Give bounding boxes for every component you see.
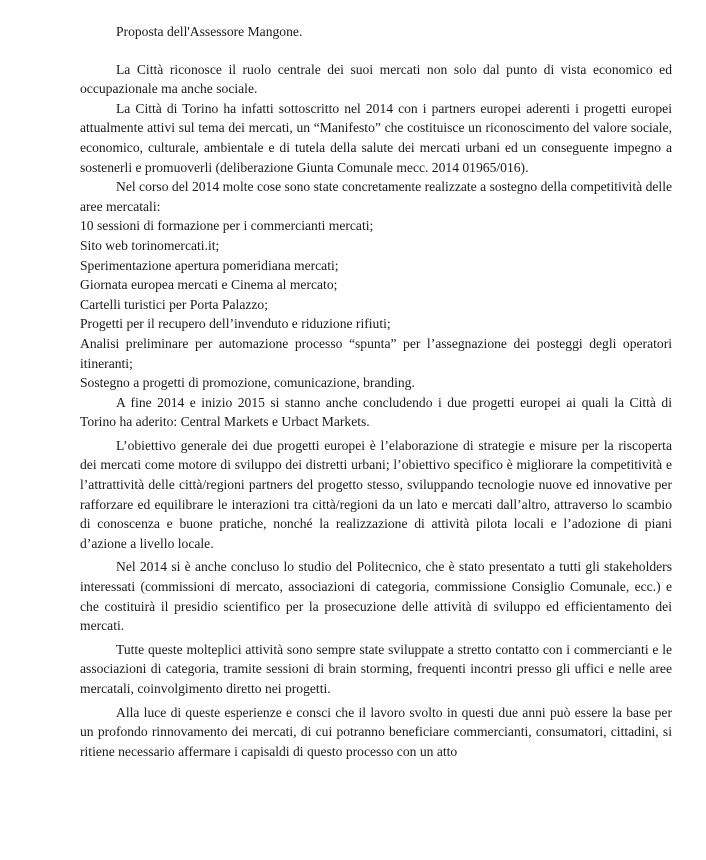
list-item: Sostegno a progetti di promozione, comunicazione, branding. (80, 375, 415, 391)
list-item: Sito web torinomercati.it; (80, 237, 220, 253)
paragraph-objectives: L’obiettivo generale dei due progetti europei è l’elaborazione di strategie e misure per la riscoperta dei mercati come motore di sviluppo dei distretti urbani; l’obiettivo specifico è migliorare la competitività e l’attrattività delle città/regioni partners del progetto stesso, sviluppando tecnologie nuove ed innovative per rafforzare ed equilibrare le interazioni tra città/regioni da un lato e mercati dall’altro, attraverso lo scambio di conoscenza e buone pratiche, nonché la realizzazione di attività pilota locali e l’adozione di piani d’azione a livello locale. (80, 437, 672, 551)
paragraph-stakeholder-collaboration: Tutte queste molteplici attività sono sempre state sviluppate a stretto contatto con i commercianti e le associazioni di categoria, tramite sessioni di brain storming, frequenti incontri presso gli uffici e nelle aree mercatali, coinvolgimento diretto nei progetti. (80, 641, 672, 696)
paragraph-2014-actions: Nel corso del 2014 molte cose sono state concretamente realizzate a sostegno della competitività delle aree mercatali: (80, 179, 672, 214)
document-heading: Proposta dell'Assessore Mangone. (116, 24, 303, 39)
list-item: Cartelli turistici per Porta Palazzo; (80, 296, 268, 312)
paragraph-european-projects: A fine 2014 e inizio 2015 si stanno anche concludendo i due progetti europei ai quali la Città di Torino ha aderito: Central Markets e Urbact Markets. (80, 394, 672, 430)
list-item: Giornata europea mercati e Cinema al mercato; (80, 277, 338, 293)
actions-list (80, 216, 672, 392)
paragraph-manifesto: La Città di Torino ha infatti sottoscritto nel 2014 con i partners europei aderenti i progetti europei attualmente attivi sul tema dei mercati, un “Manifesto” che costituisce un riconoscimento del valore sociale, economico, culturale, ambientale e di tutela della salute dei mercati urbani ed un conseguente impegno a sostenerli e promuoverli (deliberazione Giunta Comunale mecc. 2014 01965/016). (80, 100, 672, 175)
list-item: 10 sessioni di formazione per i commercianti mercati; (80, 218, 374, 234)
paragraph-politecnico-study: Nel 2014 si è anche concluso lo studio del Politecnico, che è stato presentato a tutti gli stakeholders interessati (commissioni di mercato, associazioni di categoria, commissione Consiglio Comunale, ecc.) e che costituirà il presidio scientifico per la prosecuzione delle attività di sviluppo ed efficientamento dei mercati. (80, 559, 672, 634)
paragraph-role-of-markets: La Città riconosce il ruolo centrale dei suoi mercati non solo dal punto di vista economico ed occupazionale ma anche sociale. (80, 61, 672, 97)
list-item: Sperimentazione apertura pomeridiana mercati; (80, 257, 339, 273)
list-item: Progetti per il recupero dell’invenduto e riduzione rifiuti; (80, 316, 391, 332)
document-body (80, 22, 672, 761)
paragraph-conclusion: Alla luce di queste esperienze e consci che il lavoro svolto in questi due anni può essere la base per un profondo rinnovamento dei mercati, di cui potranno beneficiare commercianti, consumatori, cittadini, si ritiene necessario affermare i capisaldi di questo processo con un atto (80, 704, 672, 759)
list-item: Analisi preliminare per automazione processo “spunta” per l’assegnazione dei posteggi degli operatori itineranti; (80, 335, 672, 371)
